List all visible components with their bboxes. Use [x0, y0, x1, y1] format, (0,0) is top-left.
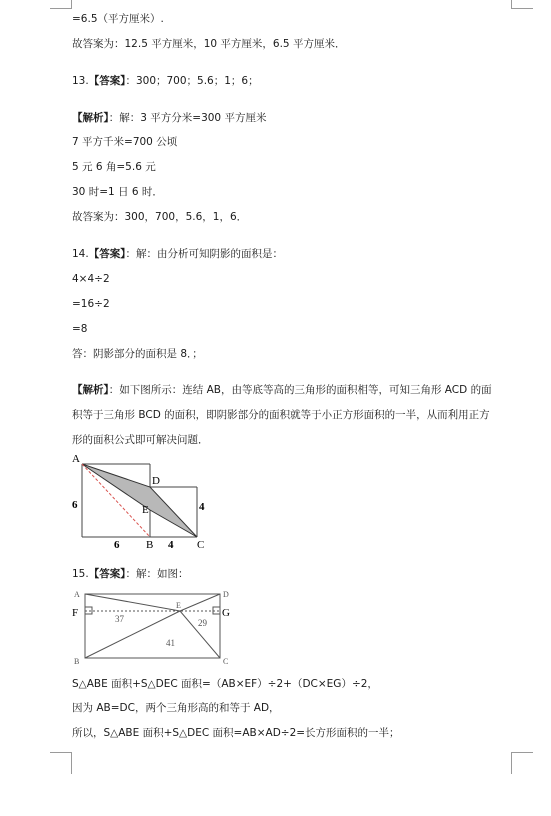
shaded-region: [82, 464, 197, 537]
label-bottom-right: 4: [168, 539, 174, 551]
label-c: C: [197, 539, 205, 551]
question-number: 15.: [72, 568, 89, 580]
line-ae: [85, 594, 180, 611]
analysis-text: ：如下图所示：连结 AB，由等底等高的三角形的面积相等，可知三角形 ACD 的面: [108, 384, 492, 396]
area-label-right: 29: [198, 618, 207, 628]
text-line: 故答案为：300，700，5.6，1，6．: [72, 211, 248, 223]
q15-answer-line: [72, 567, 188, 581]
answer-text: ：300；700；5.6；1；6；: [125, 75, 259, 87]
crop-mark-top-right-h: [511, 8, 533, 9]
q13-analysis-line: [72, 111, 266, 125]
analysis-text: ：解：3 平方分米=300 平方厘米: [108, 112, 267, 124]
label-d: D: [223, 590, 229, 599]
label-a: A: [74, 590, 80, 599]
text-line: S△ABE 面积+S△DEC 面积=（AB×EF）÷2+（DC×EG）÷2，: [72, 678, 378, 690]
crop-mark-bottom-right-h: [511, 752, 533, 753]
crop-mark-bottom-left-v: [71, 752, 72, 774]
answer-text: ：解：由分析可知阴影的面积是：: [125, 248, 283, 260]
q14-analysis-line: [72, 383, 492, 397]
answer-tag: 【答案】: [88, 568, 126, 580]
label-e: E: [142, 504, 149, 516]
text-line: =16÷2: [72, 298, 110, 310]
label-left-side: 6: [72, 499, 78, 511]
area-label-bottom: 41: [166, 638, 175, 648]
text-line: =8: [72, 323, 88, 335]
answer-text: ：解：如图：: [125, 568, 189, 580]
text-line: 5 元 6 角=5.6 元: [72, 161, 156, 173]
text-line: 积等于三角形 BCD 的面积，即阴影部分的面积就等于小正方形面积的一半，从而利用正方: [72, 409, 490, 421]
line-de: [180, 594, 220, 611]
q13-answer-line: [72, 74, 259, 88]
analysis-tag: 【解析】: [72, 112, 109, 124]
label-d: D: [152, 475, 160, 487]
label-bottom-left: 6: [114, 539, 120, 551]
answer-tag: 【答案】: [88, 75, 126, 87]
label-a: A: [72, 453, 80, 465]
text-line: 30 时=1 日 6 时．: [72, 186, 163, 198]
answer-tag: 【答案】: [88, 248, 126, 260]
crop-mark-top-left-h: [50, 8, 72, 9]
label-right-side: 4: [199, 501, 205, 513]
label-e: E: [176, 601, 181, 610]
question-number: 14.: [72, 248, 89, 260]
label-b: B: [146, 539, 154, 551]
label-f: F: [72, 607, 79, 619]
q15-geometry-figure: [70, 586, 240, 670]
text-line: 因为 AB=DC，两个三角形高的和等于 AD，: [72, 702, 280, 714]
crop-mark-bottom-right-v: [511, 752, 512, 774]
text-line: 形的面积公式即可解决问题．: [72, 434, 209, 446]
crop-mark-top-left-v: [71, 0, 72, 8]
label-c: C: [223, 657, 229, 666]
text-line: =6.5（平方厘米）.: [72, 13, 164, 25]
text-line: 故答案为：12.5 平方厘米，10 平方厘米，6.5 平方厘米．: [72, 38, 346, 50]
q14-answer-line: [72, 247, 283, 261]
crop-mark-bottom-left-h: [50, 752, 72, 753]
text-line: 所以，S△ABE 面积+S△DEC 面积=AB×AD÷2=长方形面积的一半；: [72, 727, 400, 739]
label-g: G: [222, 607, 230, 619]
q14-geometry-figure: [66, 450, 216, 552]
label-b: B: [74, 657, 80, 666]
line-be: [85, 611, 180, 658]
text-line: 4×4÷2: [72, 273, 110, 285]
text-line: 答：阴影部分的面积是 8．；: [72, 348, 203, 360]
text-line: 7 平方千米=700 公顷: [72, 136, 178, 148]
area-label-left: 37: [115, 614, 124, 624]
question-number: 13.: [72, 75, 89, 87]
crop-mark-top-right-v: [511, 0, 512, 8]
analysis-tag: 【解析】: [72, 384, 109, 396]
